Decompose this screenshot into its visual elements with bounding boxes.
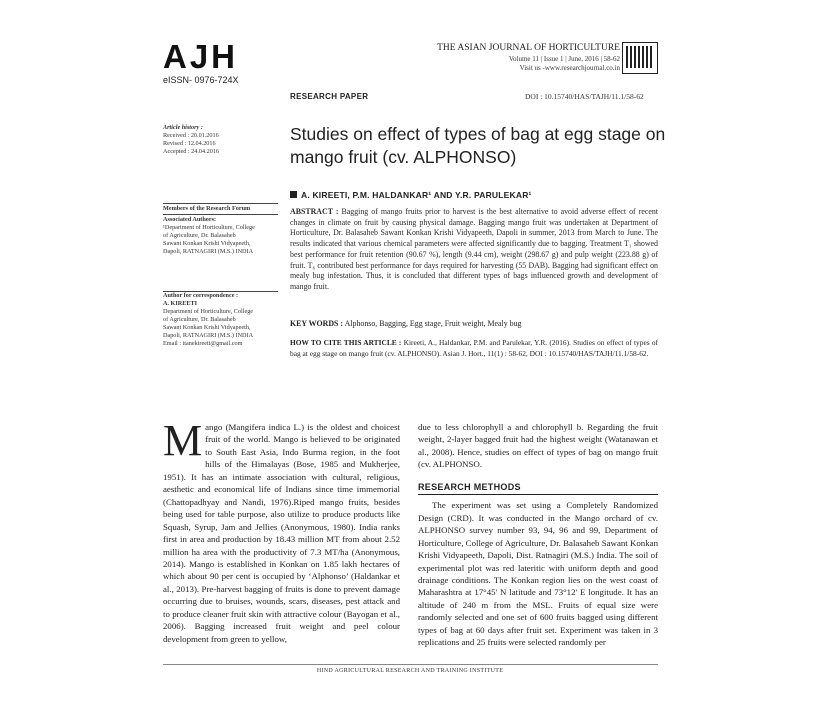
article-title: Studies on effect of types of bag at egg stage on mango fruit (cv. ALPHONSO) xyxy=(290,124,666,167)
journal-logo: AJH xyxy=(163,38,239,75)
abstract-label: ABSTRACT : xyxy=(290,207,339,216)
correspondence-line: Department of Horticulture, College xyxy=(163,308,254,315)
correspondence-line: of Agriculture, Dr. Balasaheb xyxy=(163,316,236,323)
doi: DOI : 10.15740/HAS/TAJH/11.1/58-62 xyxy=(525,92,644,101)
journal-seal-icon xyxy=(622,42,658,74)
abstract xyxy=(290,207,658,293)
body-column-right xyxy=(418,421,658,649)
correspondence-email: Email : itanekireeti@gmail.com xyxy=(163,340,243,347)
eissn: eISSN- 0976-724X xyxy=(163,75,239,85)
author-list: A. KIREETI, P.M. HALDANKAR¹ AND Y.R. PARULEKAR¹ xyxy=(301,190,532,200)
drop-cap: M xyxy=(163,416,203,465)
associated-line: of Agriculture, Dr. Balasaheb xyxy=(163,232,236,239)
journal-title: THE ASIAN JOURNAL OF HORTICULTURE xyxy=(437,43,620,53)
volume-line: Volume 11 | Issue 1 | June, 2016 | 58-62 xyxy=(508,55,620,63)
associated-line: ¹Department of Horticulture, College xyxy=(163,224,255,231)
correspondence-name: A. KIREETI xyxy=(163,300,198,307)
intro-text: ango (Mangifera indica L.) is the oldest and choicest fruit of the world. Mango is believed to be originated to South East Asia, Indo Burma region, in the foot hills of the Himalayas (Bose, 1985 and Mukherjee, 1951). It has an intimate association with cultural, religious, aesthetic and economical life of Indians since time immemorial (Chattopadhyay and Nandi, 1976).Riped mango fruits, besides being used for table purpose, also utilize to produce products like Squash, Syrup, Jam and Jellies (Anonymous, 1980). India ranks first in area and production by 18.43 million MT from about 2.52 million ha area with the productivity of 7.3 MT/ha (Anonymous, 2014). Mango is established in Konkan on 1.85 lakh hectares of which about 90 per cent is occupied by ‘Alphonso’ (Haldankar et al., 2013). Pre-harvest bagging of fruits is done to prevent damage occurring due to bruises, wounds, scars, diseases, pest attack and to produce cleaner fruit skin with attractive colour (Bayogan et al., 2006). Bagging increased fruit weight and peel colour development from green to yellow, xyxy=(163,422,400,644)
associated-line: Dapoli, RATNAGIRI (M.S.) INDIA xyxy=(163,248,254,255)
cite-text: Kireeti, A., Haldankar, P.M. and Parulekar, Y.R. (2016). Studies on effect of types of bag at egg stage on mango fruit (cv. ALPHONSO). Asian J. Hort., 11(1) : 58-62, DOI : 10.15740/HAS/TAJH/11.1/58-62. xyxy=(290,338,658,358)
keywords-label: KEY WORDS : xyxy=(290,319,344,328)
correspondence-line: Sawant Konkan Krishi Vidyapeeth, xyxy=(163,324,251,331)
received-date: Received : 20.01.2016 xyxy=(163,132,219,139)
keywords-text: Alphonso, Bagging, Egg stage, Fruit weight, Mealy bug xyxy=(344,319,522,328)
accepted-date: Accepted : 24.04.2016 xyxy=(163,148,220,155)
methods-heading: RESEARCH METHODS xyxy=(418,481,658,495)
journal-meta xyxy=(509,55,620,73)
abstract-text: Bagging of mango fruits prior to harvest is the best alternative to avoid adverse effect of recent changes in climate on fruit by causing physical damage. Bagging mango fruit was undertaken at Department of Horticulture, Dr. Balasaheb Sawant Konkan Krishi Vidyapeeth, Dapoli in summer, 2013 from March to June. The results indicated that various chemical parameters were affected significantly due to bagging. Treatment T₁ showed best performance for fruit retention (90.67 %), length (9.44 cm), weight (298.67 g) and pulp weight (223.88 g) of fruit. T₆ contributed best performance for days required for harvesting (55 DAB). Bagging had significant effect on mealy bug infestation. Thus, it is concluded that different types of bags influenced growth and development of mango fruit. xyxy=(290,207,658,291)
keywords xyxy=(290,319,658,330)
body-column-left xyxy=(163,416,400,645)
intro-continued: due to less chlorophyll a and chlorophyll b. Regarding the fruit weight, 2-layer bagged fruit had the highest weight (Watanawan et al., 2008). Hence, studies on effect of types of bag on mango fruit (cv. ALPHONSO. xyxy=(418,422,658,470)
history-heading: Article history : xyxy=(163,124,203,131)
footer-publisher: HIND AGRICULTURAL RESEARCH AND TRAINING INSTITUTE xyxy=(316,668,504,674)
footer-rule xyxy=(163,664,658,665)
citation xyxy=(290,338,658,359)
paper-type: RESEARCH PAPER xyxy=(290,92,369,101)
visit-line: Visit us -www.researchjournal.co.in xyxy=(519,64,620,72)
associated-heading: Associated Authors: xyxy=(163,216,217,223)
revised-date: Revised : 12.04.2016 xyxy=(163,140,216,147)
methods-text: The experiment was set using a Completely Randomized Design (CRD). It was conducted in the Mango orchard of cv. ALPHONSO survey number 93, 94, 96 and 99, Department of Horticulture, College of Agriculture, Dr. Balasaheb Sawant Konkan Krishi Vidyapeeth, Dapoli, Dist. Ratnagiri (M.S.) India. The soil of experimental plot was red lateritic with uniform depth and good drainage conditions. The Konkan region lies on the west coast of Maharashtra at 17°45' N latitude and 73°12' E longitude. It has an altitude of 240 m from the MSL. Fruits of equal size were randomly selected and one set of 600 fruits bagged using different types of bag at 60 days after fruit set. Experiment was taken in 3 replications and 25 fruits were selected randomly per xyxy=(418,500,658,648)
correspondence-heading: Author for correspondence : xyxy=(163,292,239,299)
sidebar xyxy=(163,124,278,348)
correspondence-line: Dapoli, RATNAGIRI (M.S.) INDIA xyxy=(163,332,254,339)
authors xyxy=(290,190,532,200)
members-heading: Members of the Research Forum xyxy=(163,205,251,212)
cite-label: HOW TO CITE THIS ARTICLE : xyxy=(290,338,402,347)
bullet-square-icon xyxy=(290,191,297,198)
associated-line: Sawant Konkan Krishi Vidyapeeth, xyxy=(163,240,251,247)
